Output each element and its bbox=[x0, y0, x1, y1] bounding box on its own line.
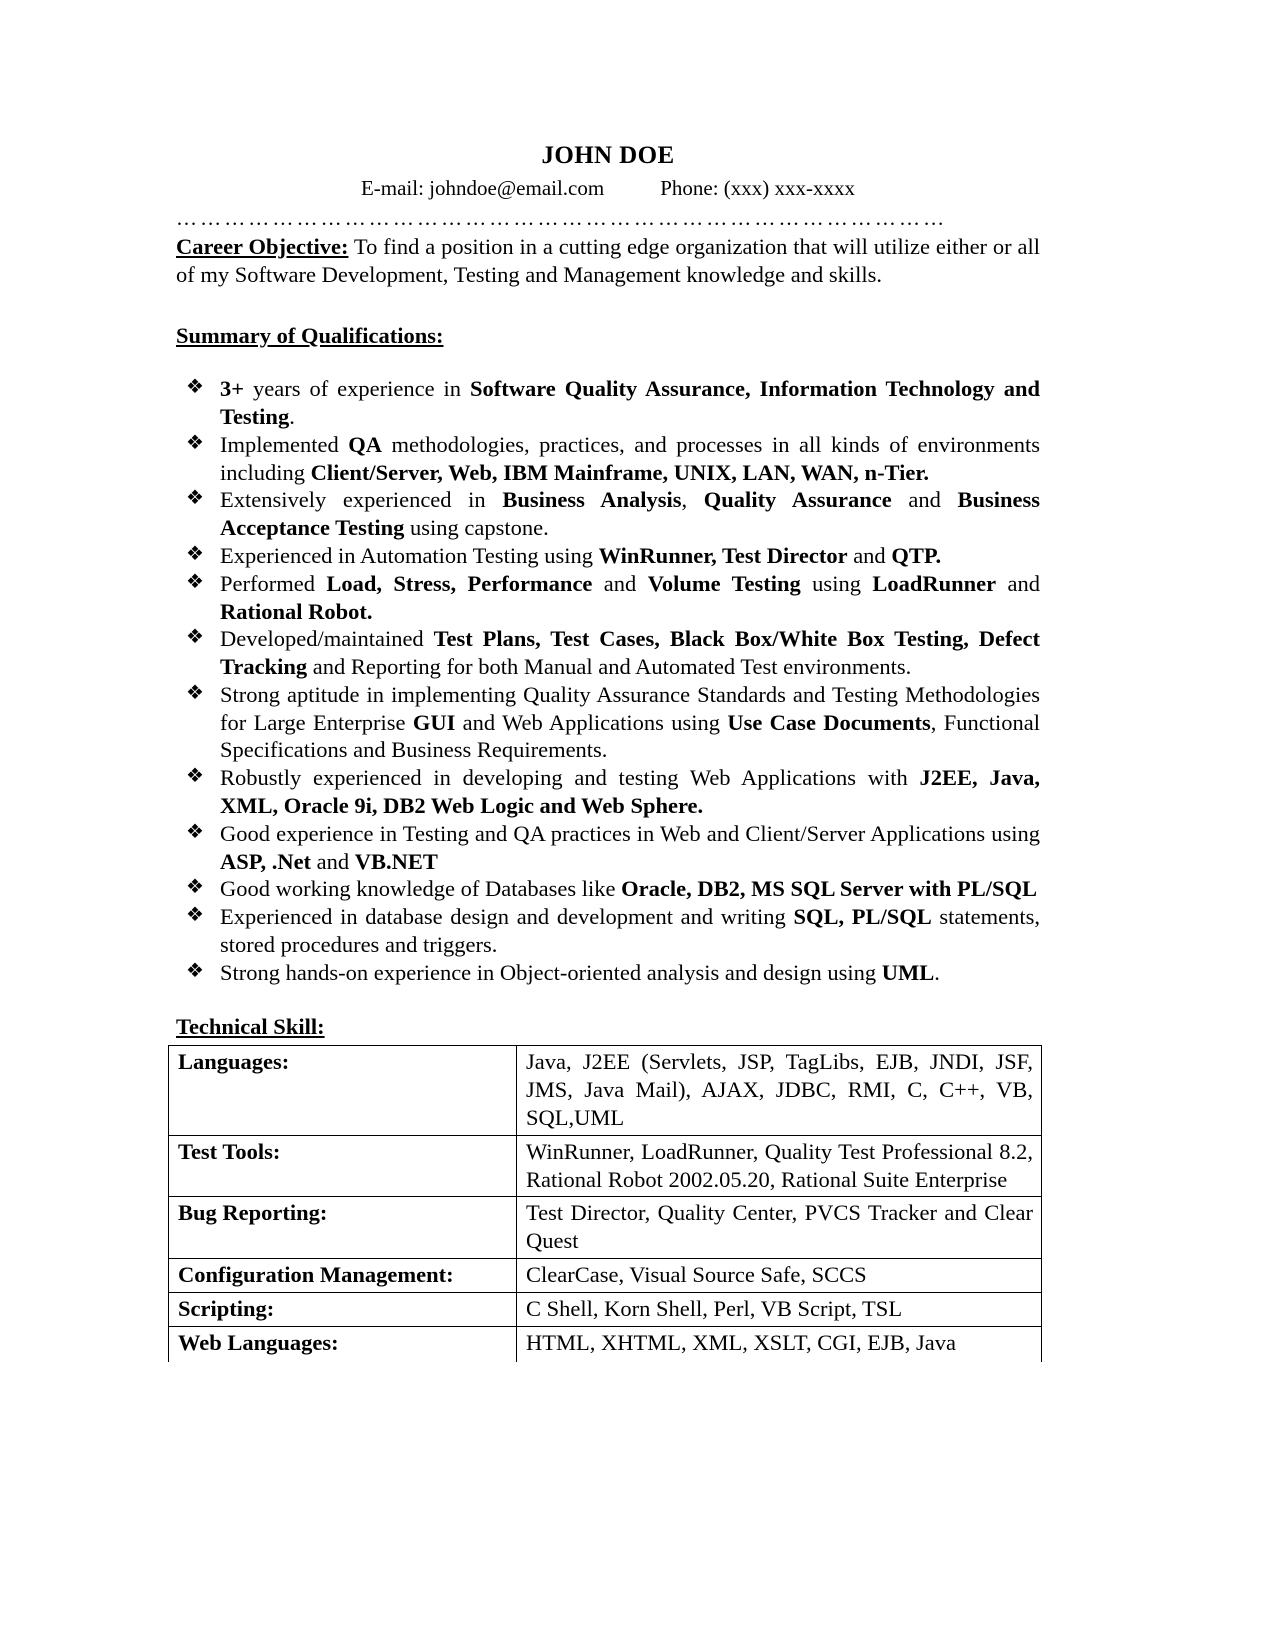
skill-label: Test Tools: bbox=[169, 1135, 517, 1197]
career-objective-text: To find a position in a cutting edge organization that will utilize either or all of my Software Development, Testing and Management knowledge and skills. bbox=[176, 233, 1040, 287]
skill-label: Scripting: bbox=[169, 1292, 517, 1326]
diamond-bullet-icon: ❖ bbox=[186, 542, 204, 565]
technical-skill-heading: Technical Skill: bbox=[176, 1014, 325, 1040]
skill-value: Test Director, Quality Center, PVCS Tracker and Clear Quest bbox=[517, 1197, 1042, 1259]
list-item-text: Developed/maintained Test Plans, Test Cases, Black Box/White Box Testing, Defect Tracking and Reporting for both Manual and Automated Test environments. bbox=[220, 626, 1040, 680]
diamond-bullet-icon: ❖ bbox=[186, 904, 204, 927]
table-row bbox=[169, 1326, 1042, 1362]
diamond-bullet-icon: ❖ bbox=[186, 681, 204, 704]
skill-label: Configuration Management: bbox=[169, 1258, 517, 1292]
table-row bbox=[169, 1197, 1042, 1259]
list-item bbox=[176, 570, 1040, 626]
diamond-bullet-icon: ❖ bbox=[186, 876, 204, 899]
list-item bbox=[176, 375, 1040, 431]
list-item bbox=[176, 764, 1040, 820]
diamond-bullet-icon: ❖ bbox=[186, 959, 204, 982]
list-item bbox=[176, 681, 1040, 764]
diamond-bullet-icon: ❖ bbox=[186, 820, 204, 843]
list-item-text: Robustly experienced in developing and testing Web Applications with J2EE, Java, XML, Oracle 9i, DB2 Web Logic and Web Sphere. bbox=[220, 765, 1040, 818]
list-item-text: Performed Load, Stress, Performance and Volume Testing using LoadRunner and Rational Robot. bbox=[220, 570, 1040, 624]
table-row bbox=[169, 1135, 1042, 1197]
list-item bbox=[176, 959, 1040, 987]
skill-value bbox=[517, 1326, 1042, 1362]
skill-value: C Shell, Korn Shell, Perl, VB Script, TSL bbox=[517, 1292, 1042, 1326]
skill-label: Bug Reporting: bbox=[169, 1197, 517, 1259]
skill-value-clip: HTML, XHTML, XML, XSLT, CGI, EJB, Java bbox=[526, 1329, 956, 1355]
table-row bbox=[169, 1046, 1042, 1135]
diamond-bullet-icon: ❖ bbox=[186, 626, 204, 649]
list-item bbox=[176, 625, 1040, 681]
diamond-bullet-icon: ❖ bbox=[186, 376, 204, 399]
list-item-text: Experienced in Automation Testing using WinRunner, Test Director and QTP. bbox=[220, 542, 942, 568]
career-objective-heading: Career Objective: bbox=[176, 233, 349, 259]
table-row bbox=[169, 1258, 1042, 1292]
list-item bbox=[176, 431, 1040, 487]
skill-label-clip: Web Languages: bbox=[178, 1329, 339, 1355]
list-item-text: Good working knowledge of Databases like Oracle, DB2, MS SQL Server with PL/SQL bbox=[220, 876, 1037, 902]
list-item-text: 3+ years of experience in Software Quality Assurance, Information Technology and Testing. bbox=[220, 376, 1040, 430]
skill-value: WinRunner, LoadRunner, Quality Test Professional 8.2, Rational Robot 2002.05.20, Rational Suite Enterprise bbox=[517, 1135, 1042, 1197]
list-item bbox=[176, 875, 1040, 903]
skill-label: Languages: bbox=[169, 1046, 517, 1135]
diamond-bullet-icon: ❖ bbox=[186, 765, 204, 788]
contact-line bbox=[176, 177, 1040, 200]
list-item bbox=[176, 486, 1040, 542]
phone-text: Phone: (xxx) xxx-xxxx bbox=[660, 175, 856, 200]
page-title: JOHN DOE bbox=[541, 142, 675, 169]
list-item-text: Implemented QA methodologies, practices, and processes in all kinds of environments including Client/Server, Web, IBM Mainframe, UNIX, LAN, WAN, n-Tier. bbox=[220, 431, 1040, 485]
career-objective-paragraph bbox=[176, 233, 1040, 290]
list-item-text: Good experience in Testing and QA practices in Web and Client/Server Applications using ASP, .Net and VB.NET bbox=[220, 820, 1040, 874]
diamond-bullet-icon: ❖ bbox=[186, 570, 204, 593]
list-item-text: Strong aptitude in implementing Quality Assurance Standards and Testing Methodologies for Large Enterprise GUI and Web Applications using Use Case Documents, Functional Specifications and Business Requirements. bbox=[220, 681, 1040, 763]
dotted-divider: …………………………………………………………………………………… bbox=[176, 208, 948, 230]
diamond-bullet-icon: ❖ bbox=[186, 431, 204, 454]
list-item bbox=[176, 820, 1040, 876]
list-item-text: Experienced in database design and development and writing SQL, PL/SQL statements, stored procedures and triggers. bbox=[220, 904, 1040, 957]
list-item bbox=[176, 542, 1040, 570]
summary-heading: Summary of Qualifications: bbox=[176, 323, 444, 349]
summary-bullet-list bbox=[176, 375, 1040, 986]
diamond-bullet-icon: ❖ bbox=[186, 487, 204, 510]
skill-value: ClearCase, Visual Source Safe, SCCS bbox=[517, 1258, 1042, 1292]
list-item-text: Extensively experienced in Business Analysis, Quality Assurance and Business Acceptance Testing using capstone. bbox=[220, 487, 1041, 541]
skill-label bbox=[169, 1326, 517, 1362]
table-row bbox=[169, 1292, 1042, 1326]
skill-value: Java, J2EE (Servlets, JSP, TagLibs, EJB, JNDI, JSF, JMS, Java Mail), AJAX, JDBC, RMI, C, C++, VB, SQL,UML bbox=[517, 1046, 1042, 1135]
email-text: E-mail: johndoe@email.com bbox=[360, 175, 605, 200]
list-item-text: Strong hands-on experience in Object-oriented analysis and design using UML. bbox=[220, 959, 940, 985]
list-item bbox=[176, 903, 1040, 959]
technical-skill-table bbox=[168, 1045, 1042, 1361]
document-body bbox=[176, 142, 1040, 1362]
